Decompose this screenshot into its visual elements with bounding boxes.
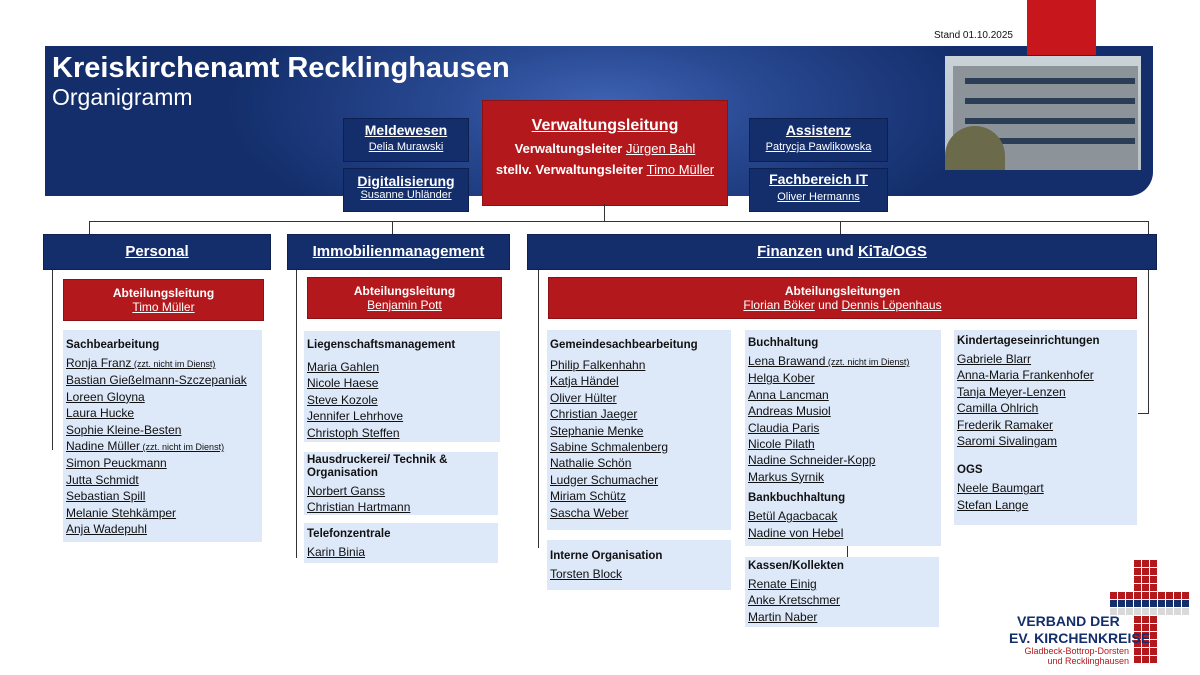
assistenz-title: Assistenz (785, 122, 852, 138)
stellv-verwaltungsleiter-role: stellv. Verwaltungsleiter (495, 162, 644, 177)
person-name[interactable]: Martin Naber (748, 609, 818, 624)
panel-gemeinde-heading: Gemeindesachbearbeitung (550, 339, 698, 351)
list-item[interactable] (307, 544, 498, 560)
list-item[interactable] (748, 576, 939, 592)
list-item[interactable] (66, 389, 262, 405)
panel-kassen-heading: Kassen/Kollekten (748, 560, 844, 572)
person-name[interactable]: Oliver Hülter (550, 390, 617, 405)
list-item[interactable] (307, 375, 500, 391)
list-kita (957, 351, 1137, 449)
list-item[interactable] (748, 387, 941, 403)
panel-bankbuchhaltung-heading: Bankbuchhaltung (748, 492, 846, 505)
verwaltungsleiter-role: Verwaltungsleiter (514, 141, 623, 156)
list-item[interactable] (957, 384, 1137, 400)
list-item[interactable] (550, 472, 731, 488)
person-name[interactable]: Nicole Haese (307, 376, 379, 391)
person-name[interactable]: Karin Binia (307, 545, 366, 559)
person-name[interactable]: Christoph Steffen (307, 425, 400, 440)
list-gemeinde (550, 357, 731, 521)
person-name[interactable]: Simon Peuckmann (66, 456, 167, 471)
person-name[interactable]: Sabine Schmalenberg (550, 440, 669, 455)
spine-finanzen (538, 268, 539, 548)
person-name[interactable]: Anja Wadepuhl (66, 522, 147, 537)
meldewesen-box[interactable] (343, 118, 469, 162)
dept-finanzen-title-b: KiTa/OGS (857, 243, 927, 260)
logo-line3-4 (1017, 646, 1129, 666)
list-item[interactable] (957, 417, 1137, 433)
lead-personal-title: Abteilungsleitung (112, 286, 215, 300)
list-bankbuchhaltung (748, 508, 941, 541)
panel-liegenschaft (304, 331, 500, 442)
connector-immobilien (392, 221, 393, 235)
verwaltungsleitung-title: Verwaltungsleitung (531, 117, 679, 134)
digitalisierung-name[interactable]: Susanne Uhländer (360, 189, 452, 201)
person-name[interactable]: Torsten Block (550, 567, 623, 581)
person-name[interactable]: Nadine Schneider-Kopp (748, 453, 876, 468)
person-name[interactable]: Maria Gahlen (307, 360, 380, 374)
person-name[interactable]: Jutta Schmidt (66, 472, 139, 487)
person-name[interactable]: Jennifer Lehrhove (307, 409, 404, 424)
panel-kassen (745, 557, 939, 627)
list-item[interactable] (66, 372, 262, 388)
dept-personal-title: Personal (125, 243, 189, 260)
dept-finanzen[interactable] (527, 234, 1157, 270)
panel-telefon-heading: Telefonzentrale (307, 528, 391, 540)
person-name[interactable]: Neele Baumgart (957, 481, 1044, 496)
lead-finanzen-name2[interactable]: Dennis Löpenhaus (841, 298, 942, 312)
spine-right (1148, 268, 1149, 414)
logo-line1: VERBAND DER (1017, 613, 1120, 629)
person-name[interactable]: Philip Falkenhahn (550, 358, 646, 372)
list-item[interactable] (550, 390, 731, 406)
person-name[interactable]: Sophie Kleine-Besten (66, 422, 182, 437)
person-name[interactable]: Loreen Gloyna (66, 389, 145, 404)
list-item[interactable] (957, 433, 1137, 449)
verwaltungsleiter-row (483, 141, 727, 156)
person-name[interactable]: Christian Hartmann (307, 500, 411, 515)
person-name[interactable]: Sascha Weber (550, 505, 629, 520)
panel-gemeinde (547, 330, 731, 530)
building-photo (945, 56, 1141, 170)
lead-finanzen-title: Abteilungsleitungen (784, 284, 901, 298)
person-name[interactable]: Markus Syrnik (748, 469, 825, 484)
list-item[interactable] (550, 423, 731, 439)
person-name[interactable]: Nadine Müller (66, 439, 141, 454)
person-name[interactable]: Nadine von Hebel (748, 525, 844, 540)
spine-right-stub (1138, 413, 1149, 414)
list-item[interactable] (66, 422, 262, 438)
list-item[interactable] (66, 455, 262, 471)
logo-line2: EV. KIRCHENKREISE (1009, 630, 1151, 646)
list-sachbearbeitung (66, 355, 262, 537)
list-item[interactable] (550, 505, 731, 521)
panel-buchhaltung (745, 330, 941, 546)
page-subtitle: Organigramm (52, 84, 193, 110)
list-item[interactable] (550, 488, 731, 504)
list-item[interactable] (550, 373, 731, 389)
list-item[interactable] (748, 403, 941, 419)
list-item[interactable] (748, 469, 941, 485)
list-hausdruckerei (307, 483, 498, 516)
digitalisierung-box[interactable] (343, 168, 469, 212)
person-name[interactable]: Katja Händel (550, 374, 619, 389)
person-name[interactable]: Andreas Musiol (748, 404, 831, 419)
list-item[interactable] (66, 521, 262, 537)
page-title: Kreiskirchenamt Recklinghausen (52, 52, 510, 84)
list-item[interactable] (66, 405, 262, 421)
connector-horizontal (89, 221, 1149, 222)
person-name[interactable]: Steve Kozole (307, 392, 378, 407)
absence-note: (zzt. nicht im Dienst) (140, 442, 225, 453)
person-name[interactable]: Anna Lancman (748, 387, 829, 402)
lead-finanzen[interactable] (548, 277, 1137, 319)
assistenz-box[interactable] (749, 118, 888, 162)
fachbereich-it-title: Fachbereich IT (769, 171, 868, 187)
list-item[interactable] (748, 436, 941, 452)
dept-personal[interactable] (43, 234, 271, 270)
list-item[interactable] (550, 357, 731, 373)
list-item[interactable] (748, 592, 939, 608)
dept-immobilien[interactable] (287, 234, 510, 270)
panel-sachbearbeitung (63, 330, 262, 542)
list-item[interactable] (550, 406, 731, 422)
stellv-verwaltungsleiter-row (483, 162, 727, 177)
list-item[interactable] (957, 497, 1137, 513)
list-item[interactable] (748, 609, 939, 625)
person-name[interactable]: Lena Brawand (748, 354, 826, 368)
list-item[interactable] (66, 438, 262, 455)
lead-personal-name[interactable]: Timo Müller (132, 300, 195, 314)
digitalisierung-title: Digitalisierung (357, 173, 455, 189)
fachbereich-it-box[interactable] (749, 168, 888, 212)
list-item[interactable] (748, 353, 941, 370)
panel-telefon (304, 523, 498, 563)
dept-finanzen-and: und (826, 243, 854, 260)
lead-personal[interactable] (63, 279, 264, 321)
list-item[interactable] (307, 483, 498, 499)
list-item[interactable] (550, 439, 731, 455)
list-item[interactable] (748, 508, 941, 524)
person-name[interactable]: Saromi Sivalingam (957, 434, 1058, 449)
dept-finanzen-title-a: Finanzen (757, 243, 823, 260)
assistenz-name[interactable]: Patrycja Pawlikowska (765, 141, 872, 153)
lead-finanzen-name1[interactable]: Florian Böker (743, 298, 815, 312)
panel-buchhaltung-heading: Buchhaltung (748, 337, 819, 349)
list-item[interactable] (307, 408, 500, 424)
lead-immobilien-title: Abteilungsleitung (353, 284, 456, 298)
panel-ogs-heading: OGS (957, 464, 983, 477)
logo-line4: und Recklinghausen (1047, 656, 1129, 666)
list-item[interactable] (748, 420, 941, 436)
panel-liegenschaft-heading: Liegenschaftsmanagement (307, 339, 456, 351)
list-item[interactable] (307, 359, 500, 375)
person-name[interactable]: Nicole Pilath (748, 437, 815, 452)
person-name[interactable]: Norbert Ganss (307, 484, 386, 498)
list-interne (550, 566, 731, 582)
person-name[interactable]: Gabriele Blarr (957, 352, 1032, 366)
person-name[interactable]: Claudia Paris (748, 420, 820, 435)
list-kassen (748, 576, 939, 625)
person-name[interactable]: Tanja Meyer-Lenzen (957, 384, 1066, 399)
person-name[interactable]: Stephanie Menke (550, 423, 644, 438)
stellv-verwaltungsleiter-name[interactable]: Timo Müller (646, 162, 715, 177)
dept-immobilien-title: Immobilienmanagement (312, 243, 485, 260)
list-item[interactable] (307, 392, 500, 408)
connector-right (1148, 221, 1149, 235)
list-item[interactable] (957, 400, 1137, 416)
person-name[interactable]: Christian Jaeger (550, 407, 638, 422)
list-item[interactable] (957, 351, 1137, 367)
list-item[interactable] (66, 488, 262, 504)
person-name[interactable]: Miriam Schütz (550, 489, 627, 504)
list-item[interactable] (307, 499, 498, 515)
person-name[interactable]: Anna-Maria Frankenhofer (957, 368, 1094, 383)
panel-interne (547, 540, 731, 590)
date-stamp: Stand 01.10.2025 (934, 30, 1013, 41)
list-liegenschaft (307, 359, 500, 441)
meldewesen-name[interactable]: Delia Murawski (368, 141, 444, 153)
person-name[interactable]: Laura Hucke (66, 406, 135, 421)
list-item[interactable] (957, 480, 1137, 496)
person-name[interactable]: Anke Kretschmer (748, 593, 841, 608)
person-name[interactable]: Ronja Franz (66, 356, 132, 370)
absence-note: (zzt. nicht im Dienst) (131, 359, 216, 369)
panel-hausdruckerei-heading: Hausdruckerei/ Technik & Organisation (307, 454, 448, 479)
fachbereich-it-name[interactable]: Oliver Hermanns (777, 191, 860, 203)
panel-hausdruckerei (304, 452, 498, 515)
verwaltungsleitung-box[interactable] (482, 100, 728, 206)
meldewesen-title: Meldewesen (364, 122, 448, 138)
list-item[interactable] (748, 525, 941, 541)
person-name[interactable]: Melanie Stehkämper (66, 505, 177, 520)
panel-interne-heading: Interne Organisation (550, 550, 663, 562)
person-name[interactable]: Camilla Ohlrich (957, 401, 1039, 416)
lead-immobilien[interactable] (307, 277, 502, 319)
person-name[interactable]: Helga Kober (748, 371, 815, 386)
person-name[interactable]: Ludger Schumacher (550, 472, 659, 487)
person-name[interactable]: Bastian Gießelmann-Szczepaniak (66, 373, 247, 388)
lead-finanzen-and: und (818, 298, 839, 312)
person-name[interactable]: Renate Einig (748, 577, 817, 591)
list-item[interactable] (748, 370, 941, 386)
red-corner-accent (1027, 0, 1096, 55)
connector-personal (89, 221, 90, 235)
list-item[interactable] (550, 566, 731, 582)
list-item[interactable] (550, 455, 731, 471)
person-name[interactable]: Nathalie Schön (550, 456, 632, 471)
logo-line3: Gladbeck-Bottrop-Dorsten (1024, 646, 1129, 656)
spine-personal (52, 268, 53, 450)
absence-note: (zzt. nicht im Dienst) (825, 357, 910, 367)
person-name[interactable]: Betül Agacbacak (748, 509, 838, 524)
list-item[interactable] (66, 472, 262, 488)
verwaltungsleiter-name[interactable]: Jürgen Bahl (625, 141, 696, 156)
list-item[interactable] (307, 425, 500, 441)
person-name[interactable]: Frederik Ramaker (957, 417, 1054, 432)
list-item[interactable] (748, 452, 941, 468)
lead-finanzen-names (549, 298, 1136, 312)
list-item[interactable] (66, 505, 262, 521)
list-item[interactable] (66, 355, 262, 372)
panel-sachbearbeitung-heading: Sachbearbeitung (66, 339, 160, 351)
list-ogs (957, 480, 1137, 513)
person-name[interactable]: Stefan Lange (957, 497, 1029, 512)
panel-kita-heading: Kindertageseinrichtungen (957, 335, 1100, 347)
verband-logo (1005, 560, 1195, 670)
list-telefon (307, 544, 498, 560)
connector-vertical-top (604, 204, 605, 222)
list-buchhaltung (748, 353, 941, 485)
spine-immobilien (296, 268, 297, 558)
panel-kita (954, 330, 1137, 525)
list-item[interactable] (957, 367, 1137, 383)
connector-finanzen (840, 221, 841, 235)
person-name[interactable]: Sebastian Spill (66, 489, 146, 504)
lead-immobilien-name[interactable]: Benjamin Pott (367, 298, 442, 312)
